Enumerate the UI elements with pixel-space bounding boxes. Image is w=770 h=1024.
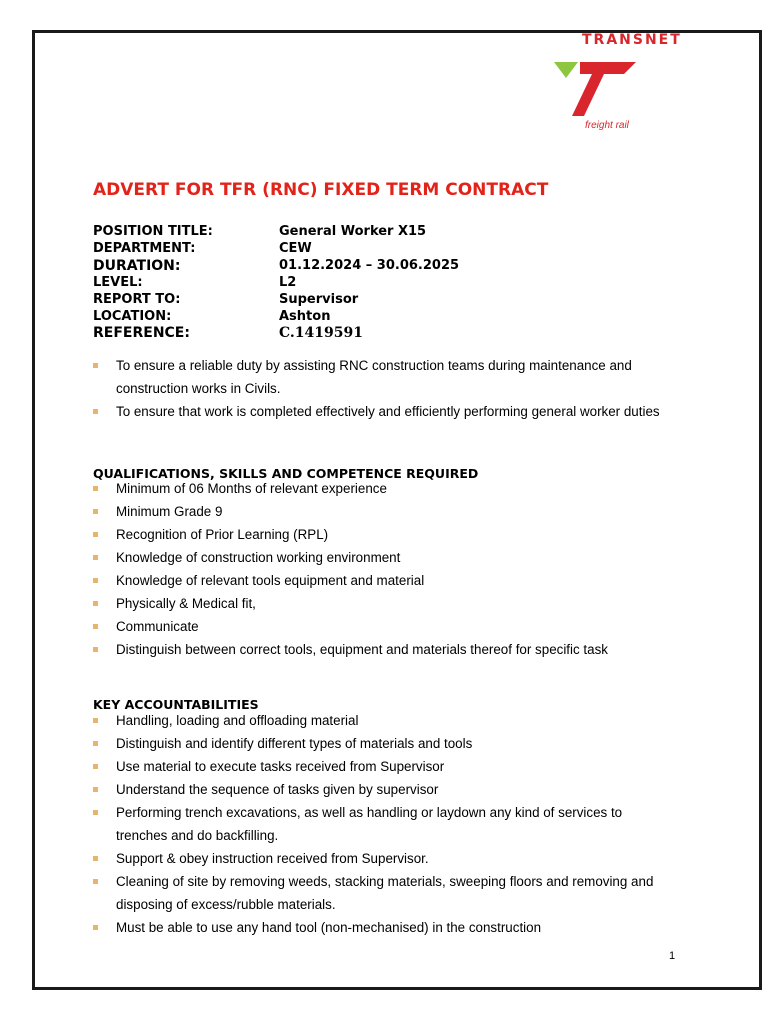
accountabilities-list xyxy=(93,709,673,939)
bullet-icon xyxy=(93,578,98,583)
bullet-icon xyxy=(93,555,98,560)
qualifications-heading: QUALIFICATIONS, SKILLS AND COMPETENCE REQUIRED xyxy=(93,466,479,481)
list-item: Performing trench excavations, as well as handling or laydown any kind of services to trenches and do backfilling. xyxy=(93,801,673,847)
list-item: Distinguish and identify different types of materials and tools xyxy=(93,732,673,755)
list-item: Distinguish between correct tools, equipment and materials thereof for specific task xyxy=(93,638,673,661)
list-item: Minimum Grade 9 xyxy=(93,500,673,523)
list-item: Understand the sequence of tasks given by supervisor xyxy=(93,778,673,801)
detail-label: LEVEL: xyxy=(93,275,143,291)
bullet-icon xyxy=(93,787,98,792)
detail-label: DEPARTMENT: xyxy=(93,240,196,256)
list-item: To ensure that work is completed effectively and efficiently performing general worker duties xyxy=(93,400,673,423)
detail-value: Ashton xyxy=(279,308,331,324)
accountabilities-heading: KEY ACCOUNTABILITIES xyxy=(93,697,259,712)
detail-label: REPORT TO: xyxy=(93,291,181,307)
bullet-icon xyxy=(93,810,98,815)
list-item: Minimum of 06 Months of relevant experience xyxy=(93,477,673,500)
detail-value: L2 xyxy=(279,275,297,291)
freight-rail-tagline: freight rail xyxy=(585,120,629,131)
detail-value: Supervisor xyxy=(279,291,359,307)
list-item: Knowledge of construction working environment xyxy=(93,546,673,569)
list-item: To ensure a reliable duty by assisting RNC construction teams during maintenance and construction works in Civils. xyxy=(93,354,673,400)
detail-value: CEW xyxy=(279,240,312,256)
bullet-icon xyxy=(93,601,98,606)
list-item: Cleaning of site by removing weeds, stacking materials, sweeping floors and removing and disposing of excess/rubble materials. xyxy=(93,870,673,916)
bullet-icon xyxy=(93,718,98,723)
bullet-icon xyxy=(93,363,98,368)
qualifications-list xyxy=(93,477,673,661)
list-item: Physically & Medical fit, xyxy=(93,592,673,615)
bullet-icon xyxy=(93,624,98,629)
list-item: Use material to execute tasks received from Supervisor xyxy=(93,755,673,778)
bullet-icon xyxy=(93,741,98,746)
bullet-icon xyxy=(93,509,98,514)
detail-value: 01.12.2024 – 30.06.2025 xyxy=(279,257,460,273)
list-item: Handling, loading and offloading material xyxy=(93,709,673,732)
transnet-wordmark: TRANSNET xyxy=(582,32,682,48)
detail-value: General Worker X15 xyxy=(279,224,427,239)
detail-label: POSITION TITLE: xyxy=(93,224,213,239)
bullet-icon xyxy=(93,532,98,537)
bullet-icon xyxy=(93,925,98,930)
detail-value: C.1419591 xyxy=(279,325,363,342)
bullet-icon xyxy=(93,486,98,491)
page-number: 1 xyxy=(669,950,676,962)
detail-label: DURATION: xyxy=(93,257,181,274)
detail-label: REFERENCE: xyxy=(93,325,190,342)
list-item: Must be able to use any hand tool (non-mechanised) in the construction xyxy=(93,916,673,939)
detail-label: LOCATION: xyxy=(93,308,172,324)
bullet-icon xyxy=(93,647,98,652)
list-item: Communicate xyxy=(93,615,673,638)
purpose-list xyxy=(93,354,673,423)
bullet-icon xyxy=(93,856,98,861)
list-item: Knowledge of relevant tools equipment and material xyxy=(93,569,673,592)
bullet-icon xyxy=(93,409,98,414)
transnet-logo-icon xyxy=(554,62,640,116)
advert-title: ADVERT FOR TFR (RNC) FIXED TERM CONTRACT xyxy=(93,180,549,200)
bullet-icon xyxy=(93,764,98,769)
list-item: Recognition of Prior Learning (RPL) xyxy=(93,523,673,546)
list-item: Support & obey instruction received from Supervisor. xyxy=(93,847,673,870)
bullet-icon xyxy=(93,879,98,884)
